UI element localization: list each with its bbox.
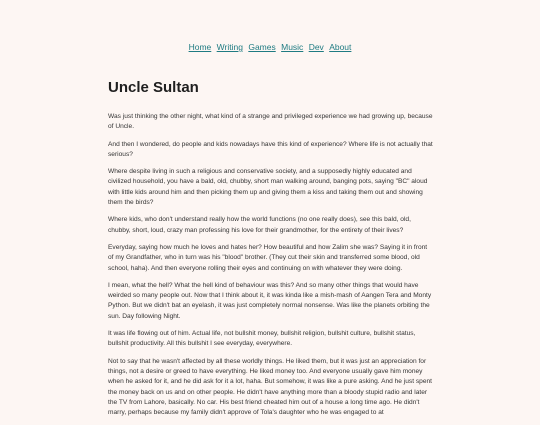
top-navigation — [0, 41, 540, 53]
paragraph: Everyday, saying how much he loves and hates her? How beautiful and how Zalim she was? Saying it in front of my Grandfather, who in turn was his "blood" brother. (They cut their skin and transferred some blood, old school, haha). And then everyone rolling their eyes and continuing on with whatever they were doing. — [108, 243, 428, 272]
paragraph: It was life flowing out of him. Actual life, not bullshit money, bullshit religion, bullshit culture, bullshit status, bullshit productivity. All this bullshit I see everyday, everywhere. — [108, 330, 416, 348]
paragraph: Where kids, who don't understand really how the world functions (no one really does), see this bald, old, chubby, short, loud, crazy man professing his love for their grandmother, for the entirety of their lives? — [108, 216, 411, 234]
page-title: Uncle Sultan — [108, 79, 199, 96]
nav-link-writing[interactable]: Writing — [216, 42, 243, 52]
paragraph: Not to say that he wasn't affected by all these worldly things. He liked them, but it was just an appreciation for things, not a desire or greed to have everything. He liked money too. And everyone usually gave him money when he asked for it, and he did ask for it a lot, haha. But somehow, it was like a pure asking. And he just spent the money back on us and on other people. He didn't have anything more than a bloody stupid radio and later the TV from Lahore, basically. No car. His best friend cheated him out of a house a long time ago. He didn't marry, perhaps because my family didn't approve of Tola's daughter who he was engaged to at — [108, 357, 433, 417]
nav-link-home[interactable]: Home — [188, 42, 212, 52]
paragraph: And then I wondered, do people and kids nowadays have this kind of experience? Where life is not actually that serious? — [108, 140, 433, 158]
nav-link-music[interactable]: Music — [281, 42, 304, 52]
paragraph: I mean, what the hell? What the hell kind of behaviour was this? And so many other things that would have weirded so many people out. Now that I think about it, it was kinda like a mish-mash of Aangen Tera and Monty Python. But we didn't bat an eyelash, it was just completely normal nonsense. Was like the planets orbiting the sun. Day following Night. — [108, 281, 432, 320]
paragraph: Was just thinking the other night, what kind of a strange and privileged experience we had growing up, because of Uncle. — [108, 113, 433, 131]
nav-link-games[interactable]: Games — [248, 42, 276, 52]
paragraph: Where despite living in such a religious and conservative society, and a supposedly highly educated and civilized household, you have a bald, old, chubby, short man walking around, banging pots, saying "BC" aloud with little kids around him and then picking them up and giving them a kiss and taking them out and showing them the birds? — [108, 168, 428, 207]
article — [108, 78, 434, 425]
nav-link-dev[interactable]: Dev — [308, 42, 324, 52]
nav-link-about[interactable]: About — [329, 42, 352, 52]
